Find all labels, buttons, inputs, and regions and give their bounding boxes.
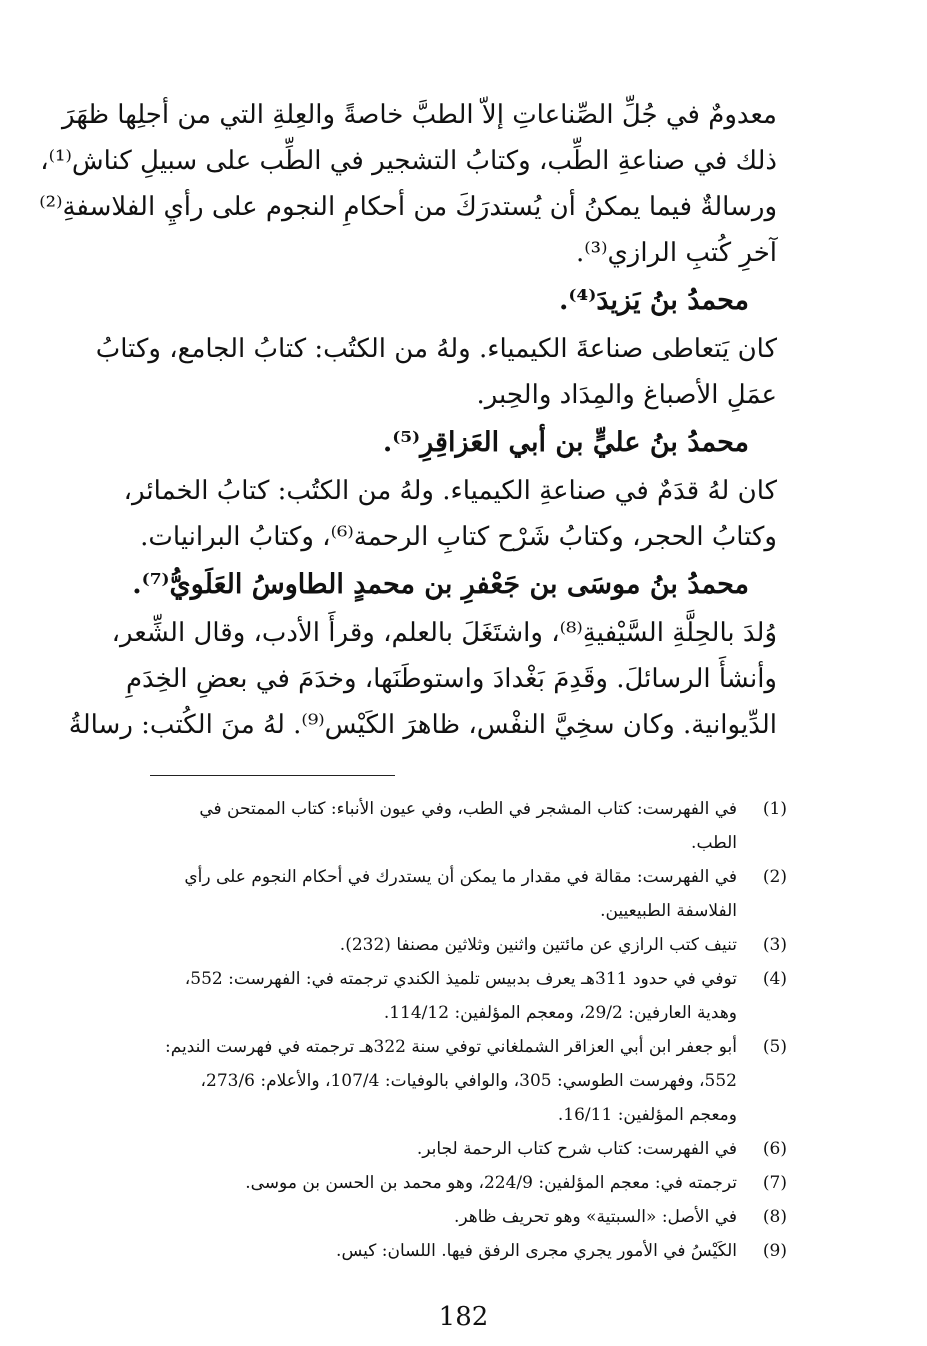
- footnote-line: الكَيْسُ في الأمور يجري مجرى الرفق فيها. اللسان: كيس.: [336, 1241, 737, 1261]
- text-line: وأنشأَ الرسائلَ. وقَدِمَ بَغْدادَ واستوطَنَها، وخدَمَ في بعضِ الخِدَمِ: [125, 664, 777, 694]
- text-line: كان لهُ قدَمٌ في صناعةِ الكيمياء. ولهُ من الكتُب: كتابُ الخمائر،: [123, 476, 777, 506]
- footnote: [150, 962, 787, 1030]
- footnote: [150, 1166, 787, 1200]
- footnote-text: [150, 1030, 737, 1132]
- footnote-number: (5): [762, 1037, 787, 1057]
- footnote-number: (3): [762, 935, 787, 955]
- text-line: ذلك في صناعةِ الطِّب، وكتابُ التشجير في الطِّب على سبيلِ كناش⁽¹⁾،: [40, 146, 777, 176]
- footnote-number: (9): [762, 1241, 787, 1261]
- text-line: معدومٌ في جُلِّ الصِّناعاتِ إلاّ الطبَّ خاصةً والعِلةِ التي من أجلِها ظهَرَ: [62, 100, 777, 130]
- footnote-line: ومعجم المؤلفين: 16/11.: [557, 1105, 737, 1125]
- footnote: [150, 792, 787, 860]
- footnote-text: [150, 860, 737, 928]
- text-line: وكتابُ الحجر، وكتابُ شَرْح كتابِ الرحمة⁽⁶⁾، وكتابُ البرانيات.: [140, 522, 777, 552]
- footnote: [150, 860, 787, 928]
- footnote-text: [150, 1132, 737, 1166]
- footnote: [150, 1132, 787, 1166]
- footnote-line: في الأصل: «السبتية» وهو تحريف ظاهر.: [454, 1207, 737, 1227]
- footnote-divider: [150, 775, 395, 776]
- entry-heading: محمدُ بنُ موسَى بن جَعْفرِ بن محمدٍ الطاوسُ العَلَويُّ⁽⁷⁾.: [132, 569, 749, 600]
- footnote-line: أبو جعفر ابن أبي العزاقر الشملغاني توفي سنة 322هـ ترجمته في فهرست النديم:: [164, 1037, 737, 1057]
- text-line: كان يَتعاطى صناعةَ الكيمياء. ولهُ من الكتُب: كتابُ الجامع، وكتابُ: [95, 334, 777, 364]
- text-line: وُلدَ بالحِلَّةِ السَّيْفيةِ⁽⁸⁾، واشتَغَلَ بالعلم، وقرأَ الأدب، وقال الشِّعر،: [111, 618, 777, 648]
- footnote: [150, 928, 787, 962]
- footnote-text: [150, 928, 737, 962]
- footnote-number: (4): [762, 969, 787, 989]
- footnote-line: 552، وفهرست الطوسي: 305، والوافي بالوفيات: 107/4، والأعلام: 273/6،: [200, 1071, 737, 1091]
- footnote-line: في الفهرست: كتاب شرح كتاب الرحمة لجابر.: [416, 1139, 737, 1159]
- footnote-line: ترجمته في: معجم المؤلفين: 224/9، وهو محمد بن الحسن بن موسى.: [245, 1173, 737, 1193]
- footnote-line: في الفهرست: مقالة في مقدار ما يمكن أن يستدرك في أحكام النجوم على رأي: [184, 867, 737, 887]
- text-line: الدِّيوانية. وكان سخِيَّ النفْس، ظاهرَ الكَيْس⁽⁹⁾. لهُ منَ الكُتب: رسالةُ: [68, 710, 777, 740]
- footnote-line: في الفهرست: كتاب المشجر في الطب، وفي عيون الأنباء: كتاب الممتحن في: [199, 799, 737, 819]
- footnotes: [150, 792, 787, 1268]
- main-text: [39, 92, 777, 748]
- footnote-line: الطب.: [691, 833, 737, 853]
- entry-heading: محمدُ بنُ عليٍّ بن أبي العَزاقِرِ⁽⁵⁾.: [382, 427, 749, 458]
- footnote: [150, 1200, 787, 1234]
- footnote-line: تنيف كتب الرازي عن مائتين واثنين وثلاثين مصنفا (232).: [339, 935, 737, 955]
- footnote-line: وهدية العارفين: 29/2، ومعجم المؤلفين: 114/12.: [383, 1003, 737, 1023]
- footnote-number: (1): [762, 799, 787, 819]
- footnote-number: (8): [762, 1207, 787, 1227]
- footnote: [150, 1030, 787, 1132]
- footnote-text: [150, 1166, 737, 1200]
- footnote-number: (6): [762, 1139, 787, 1159]
- entry-heading: محمدُ بنُ يَزيدَ⁽⁴⁾.: [559, 285, 749, 316]
- text-line: عمَلِ الأصباغ والمِدَاد والحِبر.: [476, 380, 777, 410]
- text-line: ورسالةٌ فيما يمكنُ أن يُستدرَكَ من أحكامِ النجوم على رأيِ الفلاسفةِ⁽²⁾: [39, 192, 777, 222]
- footnote-text: [150, 962, 737, 1030]
- footnote-line: توفي في حدود 311هـ يعرف بدبيس تلميذ الكندي ترجمته في: الفهرست: 552،: [184, 969, 737, 989]
- footnote-number: (7): [762, 1173, 787, 1193]
- footnote-text: [150, 792, 737, 860]
- footnote: [150, 1234, 787, 1268]
- footnote-text: [150, 1234, 737, 1268]
- footnote-text: [150, 1200, 737, 1234]
- footnote-line: الفلاسفة الطبيعيين.: [600, 901, 737, 921]
- footnote-number: (2): [762, 867, 787, 887]
- text-line: آخرِ كُتبِ الرازي⁽³⁾.: [575, 238, 777, 268]
- page-number: 182: [438, 1302, 489, 1332]
